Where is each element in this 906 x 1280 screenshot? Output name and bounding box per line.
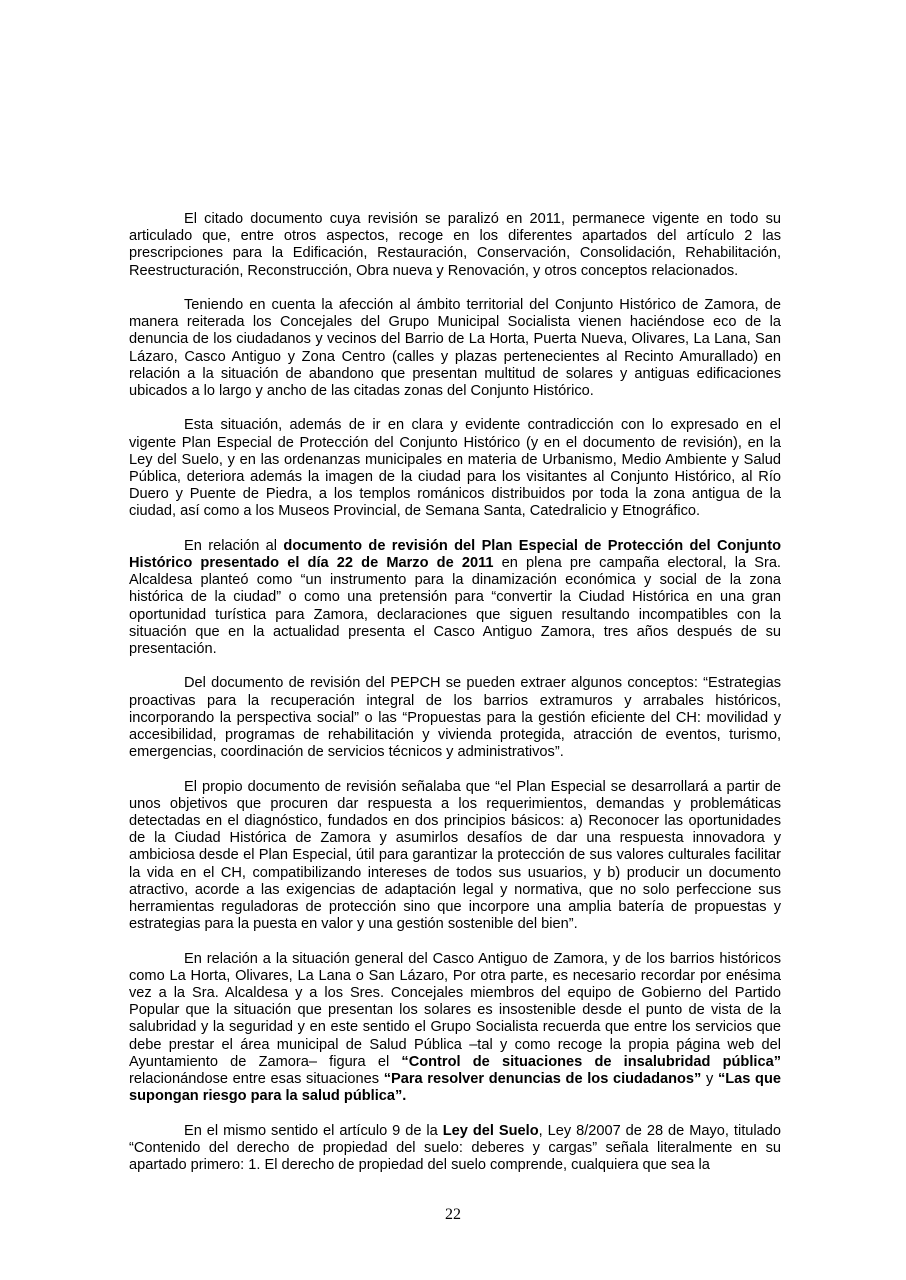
document-body [129, 211, 781, 1191]
paragraph-2: Teniendo en cuenta la afección al ámbito territorial del Conjunto Histórico de Zamora, de manera reiterada los Concejales del Grupo Municipal Socialista vienen haciéndose eco de la denuncia de los ciudadanos y vecinos del Barrio de La Horta, Puerta Nueva, Olivares, La Lana, San Lázaro, Casco Antiguo y Zona Centro (calles y plazas pertenecientes al Recinto Amurallado) en relación a la situación de abandono que presentan multitud de solares y antiguas edificaciones ubicados a lo largo y ancho de las citadas zonas del Conjunto Histórico. [129, 297, 781, 400]
paragraph-8-text-b: , Ley 8/2007 de 28 de Mayo, titulado “Contenido del derecho de propiedad del suelo: deberes y cargas” señala literalmente en su apartado primero: 1. El derecho de propiedad del suelo comprende, cualquiera que sea la [129, 1122, 781, 1174]
paragraph-4-text-b: en plena pre campaña electoral, la Sra. Alcaldesa planteó como “un instrumento para la dinamización económica y social de la zona histórica de la ciudad” o como una pretensión para “convertir la Ciudad Histórica en una gran oportunidad turística para Zamora, declaraciones que siguen resultando incompatibles con la situación que en la actualidad presenta el Casco Antiguo Zamora, tres años después de su presentación. [129, 555, 781, 658]
page-number: 22 [445, 1206, 461, 1223]
paragraph-4 [129, 538, 781, 658]
paragraph-1: El citado documento cuya revisión se paralizó en 2011, permanece vigente en todo su articulado que, entre otros aspectos, recoge en los diferentes apartados del artículo 2 las prescripciones para la Edificación, Restauración, Conservación, Consolidación, Rehabilitación, Reestructuración, Reconstrucción, Obra nueva y Renovación, y otros conceptos relacionados. [129, 211, 781, 279]
paragraph-7 [129, 951, 781, 1106]
paragraph-7-bold-a: “Control de situaciones de insalubridad pública” [401, 1053, 781, 1070]
paragraph-8-text-a: En el mismo sentido el artículo 9 de la [184, 1122, 443, 1139]
paragraph-8 [129, 1123, 781, 1175]
paragraph-3: Esta situación, además de ir en clara y evidente contradicción con lo expresado en el vigente Plan Especial de Protección del Conjunto Histórico (y en el documento de revisión), en la Ley del Suelo, y en las ordenanzas municipales en materia de Urbanismo, Medio Ambiente y Salud Pública, deteriora además la imagen de la ciudad para los visitantes al Conjunto Histórico, al Río Duero y Puente de Piedra, a los templos románicos distribuidos por toda la zona antigua de la ciudad, así como a los Museos Provincial, de Semana Santa, Catedralicio y Etnográfico. [129, 417, 781, 520]
paragraph-7-text-b: relacionándose entre esas situaciones [129, 1071, 384, 1088]
paragraph-7-text-c: y [701, 1071, 718, 1088]
paragraph-8-bold-a: Ley del Suelo [442, 1122, 539, 1139]
paragraph-7-text-a: En relación a la situación general del Casco Antiguo de Zamora, y de los barrios históricos como La Horta, Olivares, La Lana o San Lázaro, Por otra parte, es necesario recordar por enésima vez a la Sra. Alcaldesa y a los Sres. Concejales miembros del equipo de Gobierno del Partido Popular que la situación que presentan los solares es insostenible desde el punto de vista de la salubridad y la seguridad y en este sentido el Grupo Socialista recuerda que entre los servicios que debe prestar el área municipal de Salud Pública –tal y como recoge la propia página web del Ayuntamiento de Zamora– figura el [129, 950, 781, 1070]
paragraph-4-text-a: En relación al [184, 537, 284, 554]
paragraph-7-bold-b: “Para resolver denuncias de los ciudadanos” [383, 1071, 702, 1088]
paragraph-6: El propio documento de revisión señalaba que “el Plan Especial se desarrollará a partir de unos objetivos que procuren dar respuesta a los requerimientos, demandas y problemáticas detectadas en el diagnóstico, fundados en dos principios básicos: a) Reconocer las oportunidades de la Ciudad Histórica de Zamora y asumirlos desafíos de dar una respuesta innovadora y ambiciosa desde el Plan Especial, útil para garantizar la protección de sus valores culturales facilitar la vida en el CH, compatibilizando intereses de todos sus usuarios, y b) producir un documento atractivo, acorde a las exigencias de adaptación legal y normativa, que no solo perfeccione sus herramientas reguladoras de protección sino que incorpore una amplia batería de propuestas y estrategias para la puesta en valor y una gestión sostenible del bien”. [129, 778, 781, 933]
paragraph-7-bold-c: “Las que supongan riesgo para la salud pública”. [129, 1071, 781, 1105]
paragraph-4-bold-a: documento de revisión del Plan Especial de Protección del Conjunto Histórico presentado el día 22 de Marzo de 2011 [129, 537, 781, 572]
paragraph-5: Del documento de revisión del PEPCH se pueden extraer algunos conceptos: “Estrategias proactivas para la recuperación integral de los barrios extramuros y arrabales históricos, incorporando la perspectiva social” o las “Propuestas para la gestión eficiente del CH: movilidad y accesibilidad, programas de rehabilitación y vivienda protegida, atracción de eventos, turismo, emergencias, coordinación de servicios técnicos y administrativos”. [129, 675, 781, 761]
